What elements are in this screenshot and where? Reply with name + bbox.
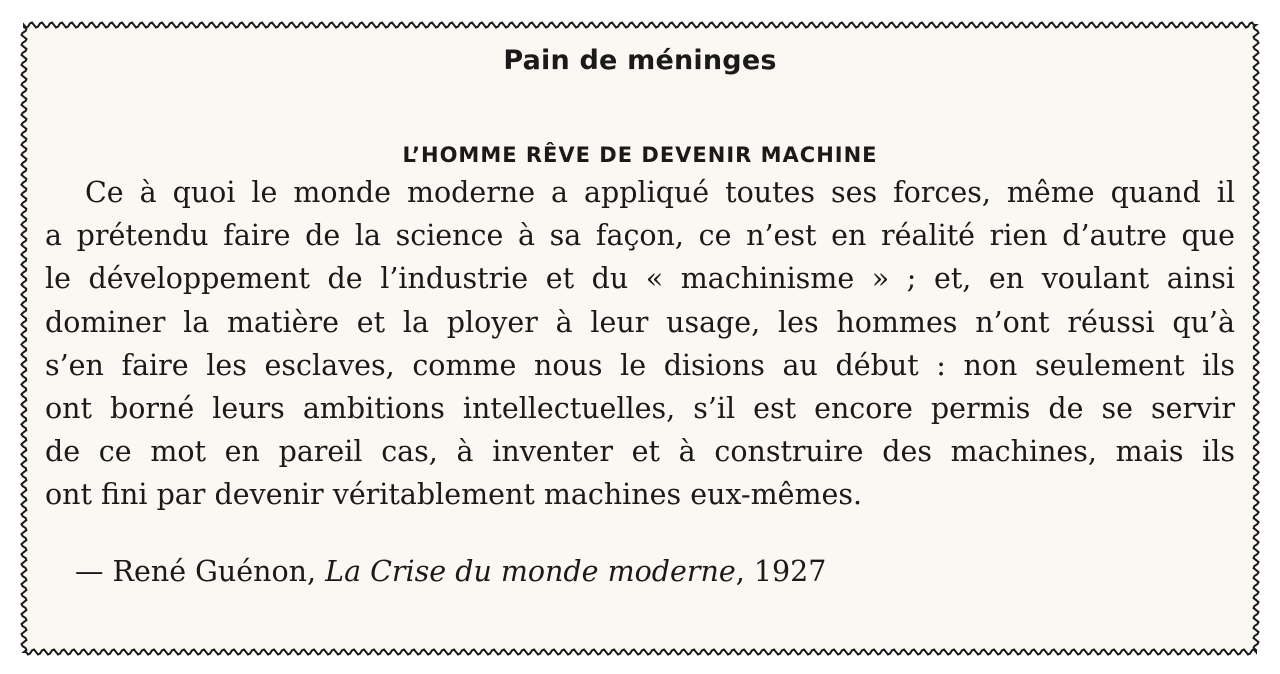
attribution-year: , 1927: [735, 555, 827, 588]
attribution-work-title: La Crise du monde moderne: [325, 555, 736, 588]
quote-line: s’en faire les esclaves, comme nous le disions au début : non seulement ils: [45, 348, 1235, 382]
quote-line: le développement de l’industrie et du « machinisme » ; et, en voulant ainsi: [45, 262, 1235, 296]
section-heading: L’HOMME RÊVE DE DEVENIR MACHINE: [402, 143, 878, 167]
quote-line: de ce mot en pareil cas, à inventer et à construire des machines, mais ils: [45, 435, 1235, 469]
attribution-author: — René Guénon,: [75, 555, 326, 588]
quote-line: a prétendu faire de la science à sa façon, ce n’est en réalité rien d’autre que: [45, 219, 1235, 253]
quote-line: dominer la matière et la ployer à leur usage, les hommes n’ont réussi qu’à: [45, 305, 1235, 339]
quote-line: ont fini par devenir véritablement machines eux-mêmes.: [45, 478, 863, 512]
page-title: Pain de méninges: [503, 45, 777, 76]
quote-line: ont borné leurs ambitions intellectuelles, s’il est encore permis de se servir: [45, 392, 1235, 426]
attribution: [75, 555, 826, 588]
quote-line: Ce à quoi le monde moderne a appliqué toutes ses forces, même quand il: [85, 176, 1235, 209]
quote-body: [45, 171, 1235, 517]
